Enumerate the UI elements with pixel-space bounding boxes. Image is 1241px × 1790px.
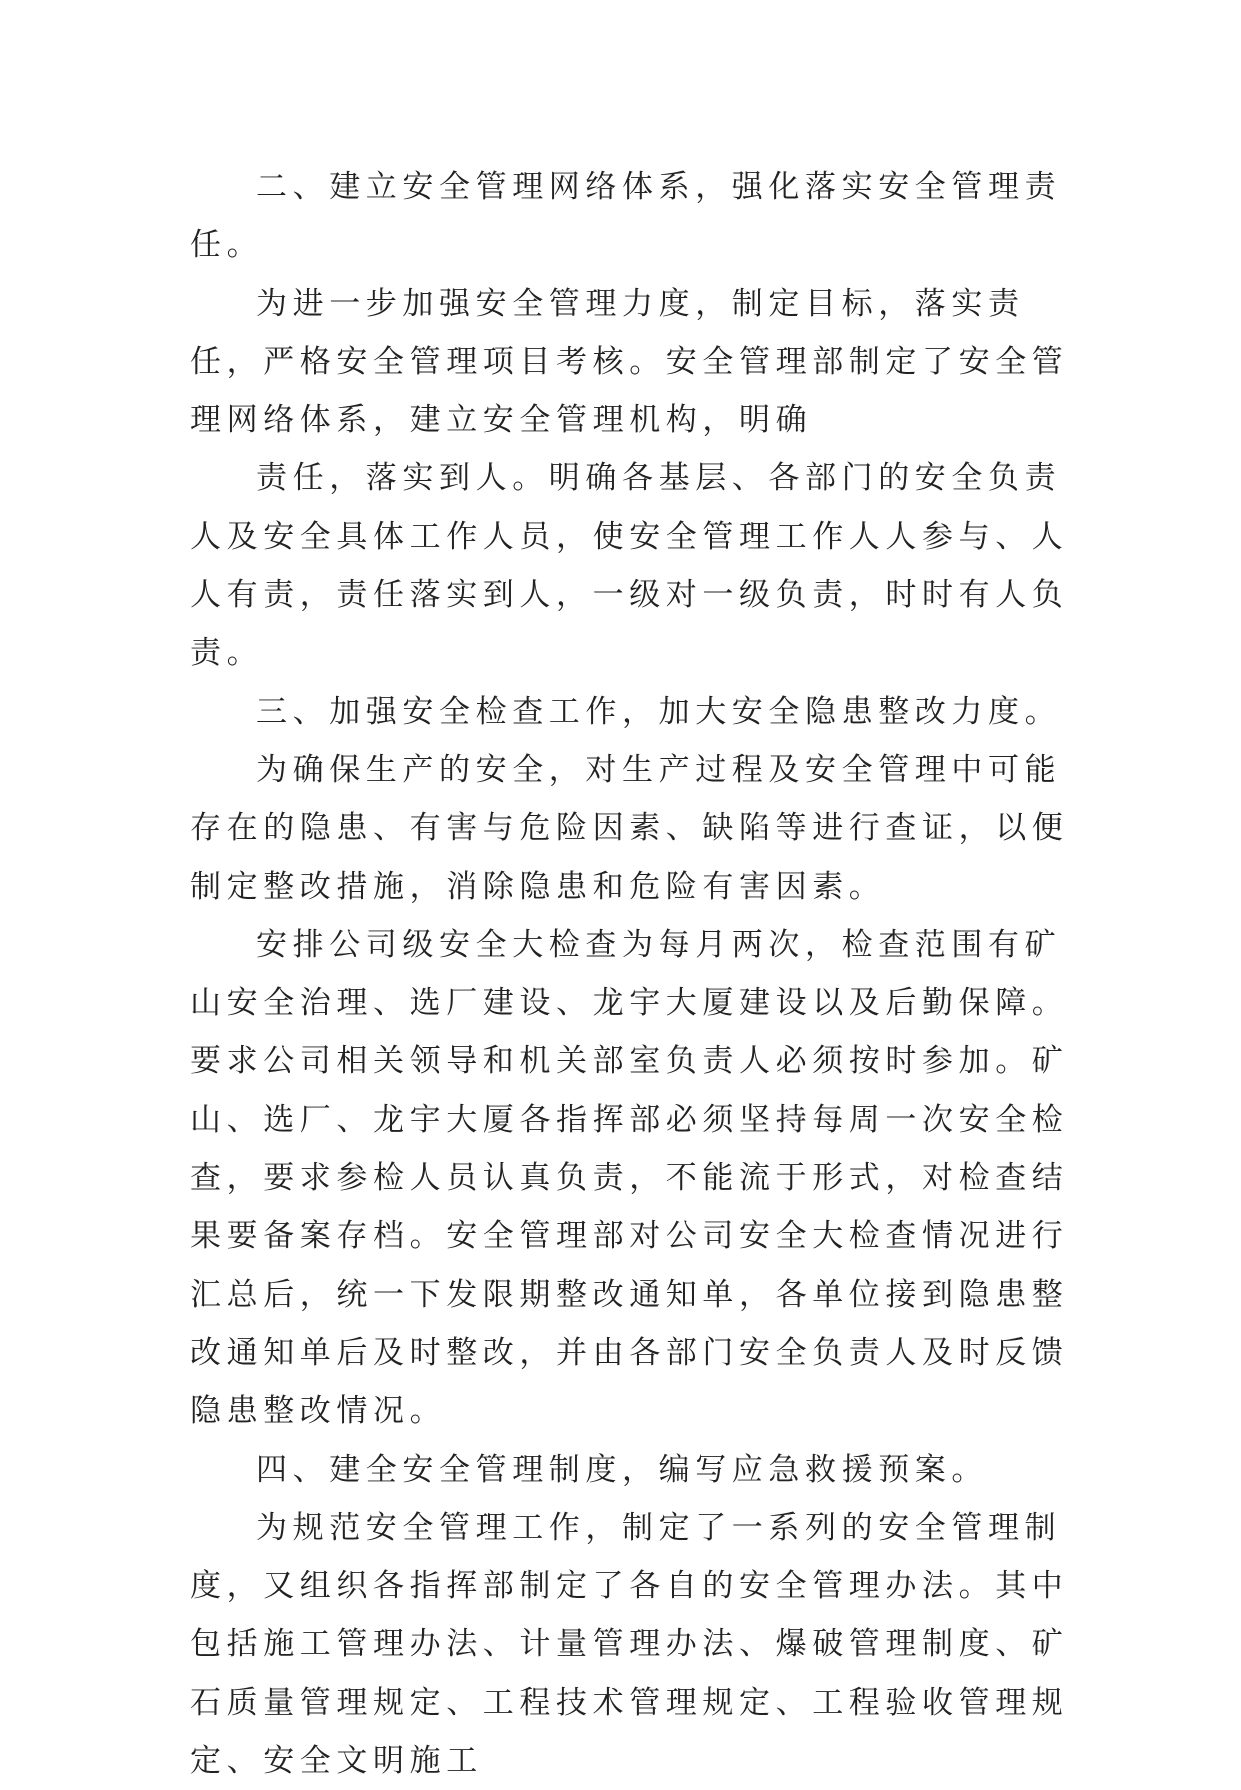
paragraph: 安排公司级安全大检查为每月两次，检查范围有矿山安全治理、选厂建设、龙宇大厦建设以及后勤保障。要求公司相关领导和机关部室负责人必须按时参加。矿山、选厂、龙宇大厦各指挥部必须坚持每周一次安全检查，要求参检人员认真负责，不能流于形式，对检查结果要备案存档。安全管理部对公司安全大检查情况进行汇总后，统一下发限期整改通知单，各单位接到隐患整改通知单后及时整改，并由各部门安全负责人及时反馈隐患整改情况。: [190, 926, 1069, 1430]
paragraph: 为规范安全管理工作，制定了一系列的安全管理制度，又组织各指挥部制定了各自的安全管理办法。其中包括施工管理办法、计量管理办法、爆破管理制度、矿石质量管理规定、工程技术管理规定、工程验收管理规定、安全文明施工: [190, 1509, 1069, 1780]
paragraph: 责任，落实到人。明确各基层、各部门的安全负责人及安全具体工作人员，使安全管理工作人人参与、人人有责，责任落实到人，一级对一级负责，时时有人负责。: [190, 460, 1069, 672]
document-body: [190, 158, 1090, 1790]
paragraph: 为确保生产的安全，对生产过程及安全管理中可能存在的隐患、有害与危险因素、缺陷等进行查证，以便制定整改措施，消除隐患和危险有害因素。: [190, 751, 1069, 905]
section-heading-2: 二、建立安全管理网络体系，强化落实安全管理责任。: [190, 169, 1062, 264]
section-heading-3: 三、加强安全检查工作，加大安全隐患整改力度。: [256, 693, 1062, 730]
section-heading-4: 四、建全安全管理制度，编写应急救援预案。: [256, 1451, 988, 1488]
paragraph: 为进一步加强安全管理力度，制定目标，落实责任，严格安全管理项目考核。安全管理部制定了安全管理网络体系，建立安全管理机构，明确: [190, 285, 1069, 439]
